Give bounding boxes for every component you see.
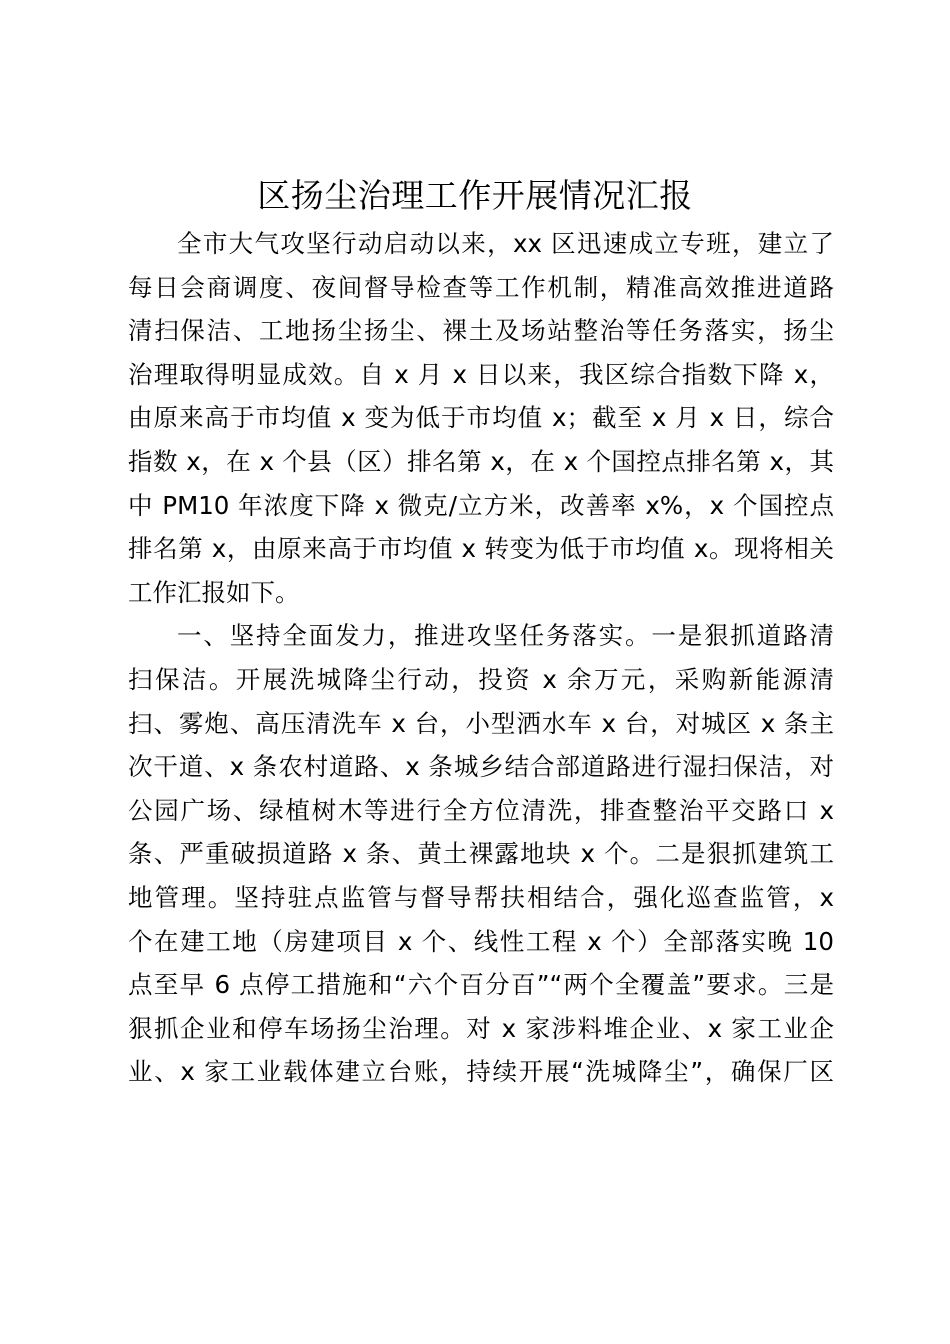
document-body bbox=[128, 222, 834, 1094]
paragraph-2-line-1: 一、坚持全面发力，推进攻坚任务落实。一是狠抓道路清 bbox=[177, 621, 834, 651]
paragraph-1-line-9: 工作汇报如下。 bbox=[128, 577, 300, 607]
paragraph-2-line-7: 地管理。坚持驻点监管与督导帮扶相结合，强化巡查监管，x bbox=[128, 882, 834, 912]
paragraph-2-line-11: 业、x 家工业载体建立台账，持续开展“洗城降尘”，确保厂区 bbox=[128, 1057, 834, 1087]
paragraph-1-line-8: 排名第 x，由原来高于市均值 x 转变为低于市均值 x。现将相关 bbox=[128, 534, 834, 564]
paragraph-1-line-2: 每日会商调度、夜间督导检查等工作机制，精准高效推进道路 bbox=[128, 272, 834, 302]
paragraph-1-line-7: 中 PM10 年浓度下降 x 微克/立方米，改善率 x%，x 个国控点 bbox=[128, 490, 834, 520]
document-title: 区扬尘治理工作开展情况汇报 bbox=[257, 176, 693, 215]
paragraph-2-line-10: 狠抓企业和停车场扬尘治理。对 x 家涉料堆企业、x 家工业企 bbox=[128, 1013, 834, 1043]
paragraph-1-line-6: 指数 x，在 x 个县（区）排名第 x，在 x 个国控点排名第 x，其 bbox=[128, 446, 834, 476]
paragraph-1-line-1: 全市大气攻坚行动启动以来，xx 区迅速成立专班，建立了 bbox=[177, 229, 834, 258]
paragraph-2-line-5: 公园广场、绿植树木等进行全方位清洗，排查整治平交路口 x bbox=[128, 795, 834, 825]
paragraph-1-line-4: 治理取得明显成效。自 x 月 x 日以来，我区综合指数下降 x， bbox=[128, 359, 834, 389]
paragraph-2-line-6: 条、严重破损道路 x 条、黄土裸露地块 x 个。二是狠抓建筑工 bbox=[128, 839, 834, 869]
paragraph-2-line-9: 点至早 6 点停工措施和“六个百分百”“两个全覆盖”要求。三是 bbox=[128, 970, 834, 1000]
paragraph-1-line-3: 清扫保洁、工地扬尘扬尘、裸土及场站整治等任务落实，扬尘 bbox=[128, 316, 834, 346]
paragraph-2-line-8: 个在建工地（房建项目 x 个、线性工程 x 个）全部落实晚 10 bbox=[128, 926, 834, 956]
paragraph-2-line-3: 扫、雾炮、高压清洗车 x 台，小型洒水车 x 台，对城区 x 条主 bbox=[128, 708, 834, 738]
paragraph-2-line-2: 扫保洁。开展洗城降尘行动，投资 x 余万元，采购新能源清 bbox=[128, 664, 834, 694]
paragraph-1-line-5: 由原来高于市均值 x 变为低于市均值 x；截至 x 月 x 日，综合 bbox=[128, 403, 834, 433]
paragraph-2-line-4: 次干道、x 条农村道路、x 条城乡结合部道路进行湿扫保洁，对 bbox=[128, 752, 834, 782]
